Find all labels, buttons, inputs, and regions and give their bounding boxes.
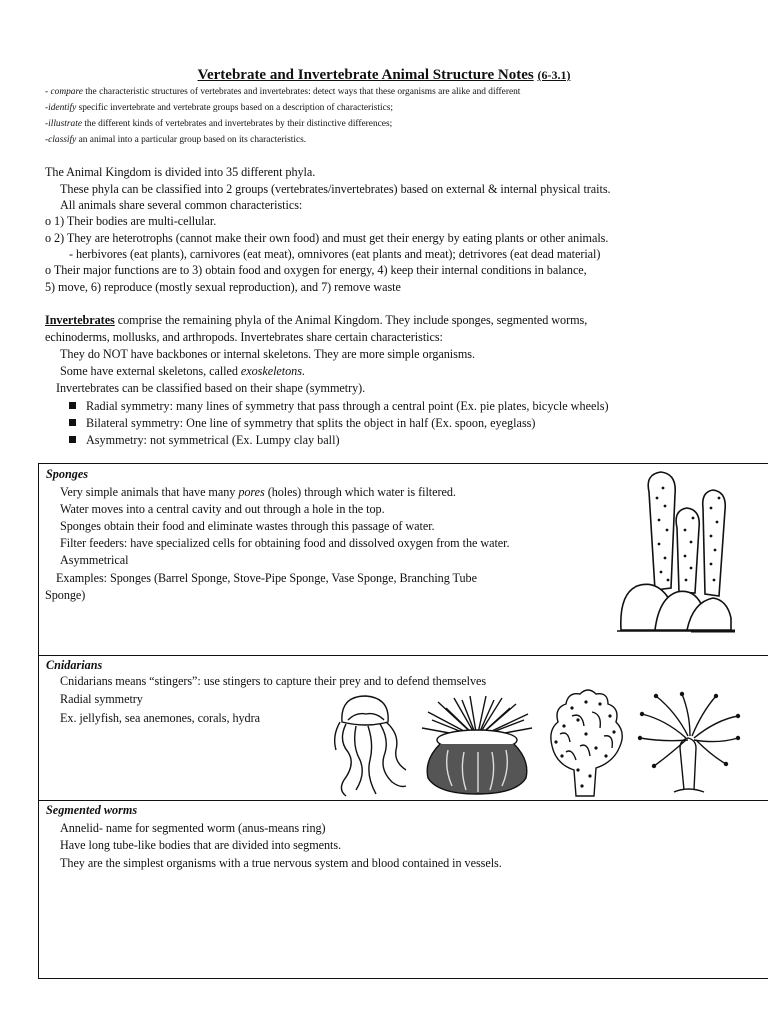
jellyfish-illustration xyxy=(326,690,412,800)
sponges-heading: Sponges xyxy=(46,467,88,481)
objective-text: specific invertebrate and vertebrate groups based on a description of characteristics; xyxy=(76,103,394,113)
segmented-worms-heading: Segmented worms xyxy=(46,803,138,817)
exoskeleton-term: exoskeletons xyxy=(240,364,302,378)
sponges-line-2: Water moves into a central cavity and out through a hole in the top. xyxy=(60,502,385,516)
sponge-illustration xyxy=(615,468,743,636)
page-title xyxy=(0,67,768,84)
objective-illustrate xyxy=(45,119,392,129)
title-code: (6-3.1) xyxy=(537,68,571,82)
cnidarians-heading: Cnidarians xyxy=(46,658,103,672)
sponges-line-3: Sponges obtain their food and eliminate wastes through this passage of water. xyxy=(60,519,435,533)
invert-line-3: They do NOT have backbones or internal skeletons. They are more simple organisms. xyxy=(60,347,475,361)
sponges-line-6: Examples: Sponges (Barrel Sponge, Stove-Pipe Sponge, Vase Sponge, Branching Tube xyxy=(56,571,477,585)
sponges-text: Very simple animals that have many xyxy=(60,485,239,499)
pores-term: pores xyxy=(238,485,265,499)
invert-text: comprise the remaining phyla of the Animal Kingdom. They include sponges, segmented worms, xyxy=(114,313,588,327)
coral-illustration xyxy=(542,686,628,798)
cnidarians-line-1: Cnidarians means “stingers”: use stingers to capture their prey and to defend themselves xyxy=(60,674,487,688)
worms-line-2: Have long tube-like bodies that are divided into segments. xyxy=(60,838,342,852)
objective-verb: -identify xyxy=(45,103,77,113)
invert-line-1 xyxy=(45,313,587,328)
sponges-line-7: Sponge) xyxy=(45,588,86,602)
kingdom-line-2: These phyla can be classified into 2 groups (vertebrates/invertebrates) based on external & internal physical traits. xyxy=(60,182,611,196)
sponges-line-5: Asymmetrical xyxy=(60,553,129,567)
kingdom-line-4: o 1) Their bodies are multi-cellular. xyxy=(45,214,217,228)
worms-line-1: Annelid- name for segmented worm (anus-means ring) xyxy=(60,821,326,835)
bullet-radial xyxy=(69,399,609,414)
bullet-text: Radial symmetry: many lines of symmetry that pass through a central point (Ex. pie plates, bicycle wheels) xyxy=(86,399,609,413)
title-text: Vertebrate and Invertebrate Animal Structure Notes xyxy=(197,67,534,83)
bullet-text: Bilateral symmetry: One line of symmetry that splits the object in half (Ex. spoon, eyeglass) xyxy=(86,416,536,430)
objective-verb: - compare xyxy=(45,87,83,97)
objective-text: the characteristic structures of vertebrates and invertebrates: detect ways that these organisms are alike and different xyxy=(82,87,521,97)
bullet-bilateral xyxy=(69,416,536,431)
bullet-square-icon xyxy=(69,419,76,426)
objective-identify xyxy=(45,103,393,113)
kingdom-line-6: - herbivores (eat plants), carnivores (eat meat), omnivores (eat plants and meat); detrivores (eat dead material) xyxy=(69,247,601,261)
bullet-text: Asymmetry: not symmetrical (Ex. Lumpy clay ball) xyxy=(86,433,340,447)
bullet-asymmetry xyxy=(69,433,340,448)
sea-anemone-illustration xyxy=(418,694,536,798)
invert-line-4 xyxy=(60,364,305,379)
cnidarians-line-3: Ex. jellyfish, sea anemones, corals, hydra xyxy=(60,711,260,725)
invert-text: Some have external skeletons, called xyxy=(60,364,241,378)
kingdom-line-1: The Animal Kingdom is divided into 35 different phyla. xyxy=(45,165,316,179)
objective-verb: -illustrate xyxy=(45,119,82,129)
sponges-line-4: Filter feeders: have specialized cells for obtaining food and dissolved oxygen from the water. xyxy=(60,536,510,550)
kingdom-line-3: All animals share several common characteristics: xyxy=(60,198,303,212)
cnidarians-line-2: Radial symmetry xyxy=(60,692,143,706)
invert-line-2: echinoderms, mollusks, and arthropods. Invertebrates share certain characteristics: xyxy=(45,330,443,344)
objective-classify xyxy=(45,135,306,145)
invert-text: . xyxy=(301,364,305,378)
kingdom-line-5: o 2) They are heterotrophs (cannot make their own food) and must get their energy by eating plants or other animals. xyxy=(45,231,609,245)
objective-text: the different kinds of vertebrates and invertebrates by their distinctive differences; xyxy=(81,119,393,129)
sponges-line-1 xyxy=(60,485,456,500)
objective-compare xyxy=(45,87,520,97)
bullet-square-icon xyxy=(69,402,76,409)
sponges-text: (holes) through which water is filtered. xyxy=(264,485,456,499)
kingdom-line-8: 5) move, 6) reproduce (mostly sexual reproduction), and 7) remove waste xyxy=(45,280,401,294)
invert-line-5: Invertebrates can be classified based on their shape (symmetry). xyxy=(56,381,366,395)
worms-line-3: They are the simplest organisms with a true nervous system and blood contained in vessels. xyxy=(60,856,502,870)
invert-term: Invertebrates xyxy=(45,313,115,327)
hydra-illustration xyxy=(636,690,742,798)
objective-text: an animal into a particular group based on its characteristics. xyxy=(76,135,307,145)
objective-verb: -classify xyxy=(45,135,77,145)
bullet-square-icon xyxy=(69,436,76,443)
kingdom-line-7: o Their major functions are to 3) obtain food and oxygen for energy, 4) keep their internal conditions in balance, xyxy=(45,263,587,277)
